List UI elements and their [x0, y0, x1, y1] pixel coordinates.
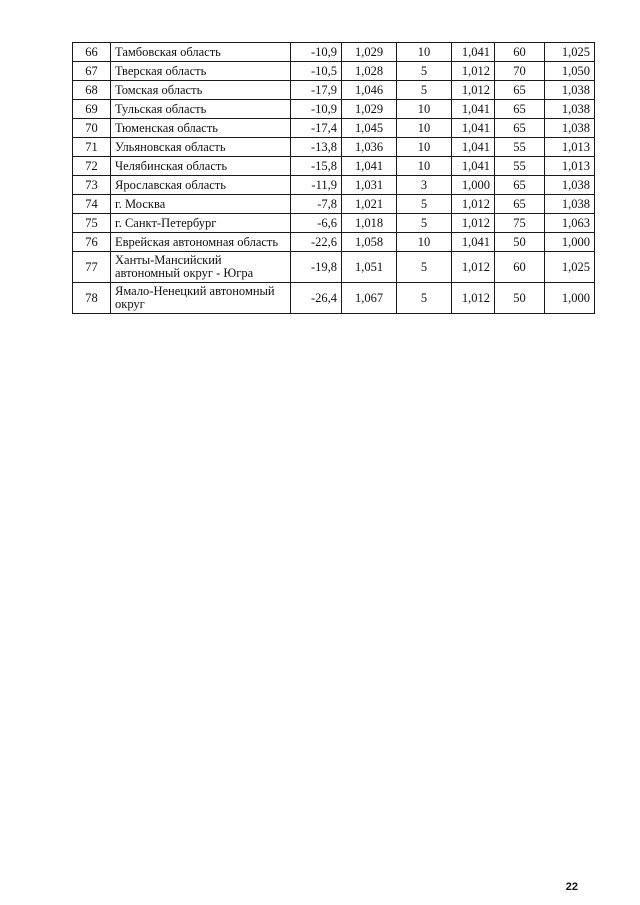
coefficient-1: 1,046 — [342, 81, 397, 100]
page-number: 22 — [565, 881, 578, 893]
coefficient-3: 1,013 — [545, 138, 595, 157]
value-3: 75 — [495, 214, 545, 233]
value-2: 5 — [397, 62, 452, 81]
value-2: 10 — [397, 157, 452, 176]
row-number: 74 — [73, 195, 111, 214]
value-2: 10 — [397, 43, 452, 62]
value-3: 65 — [495, 100, 545, 119]
coefficient-2: 1,000 — [452, 176, 495, 195]
coefficient-3: 1,025 — [545, 43, 595, 62]
coefficient-2: 1,041 — [452, 233, 495, 252]
coefficient-2: 1,012 — [452, 62, 495, 81]
temperature-value: -15,8 — [291, 157, 342, 176]
coefficient-1: 1,041 — [342, 157, 397, 176]
coefficient-3: 1,038 — [545, 176, 595, 195]
row-number: 73 — [73, 176, 111, 195]
coefficient-2: 1,012 — [452, 81, 495, 100]
value-3: 70 — [495, 62, 545, 81]
region-name: Ярославская область — [111, 176, 291, 195]
value-2: 10 — [397, 100, 452, 119]
coefficient-2: 1,041 — [452, 100, 495, 119]
value-2: 3 — [397, 176, 452, 195]
value-3: 60 — [495, 43, 545, 62]
value-3: 55 — [495, 138, 545, 157]
region-name: Еврейская автономная область — [111, 233, 291, 252]
table-row — [73, 176, 595, 195]
row-number: 70 — [73, 119, 111, 138]
coefficient-3: 1,038 — [545, 100, 595, 119]
row-number: 75 — [73, 214, 111, 233]
coefficient-3: 1,038 — [545, 119, 595, 138]
temperature-value: -19,8 — [291, 252, 342, 283]
row-number: 71 — [73, 138, 111, 157]
row-number: 77 — [73, 252, 111, 283]
regions-table — [72, 42, 595, 314]
region-name: Тульская область — [111, 100, 291, 119]
table-row — [73, 195, 595, 214]
coefficient-3: 1,038 — [545, 81, 595, 100]
row-number: 72 — [73, 157, 111, 176]
region-name: Тамбовская область — [111, 43, 291, 62]
row-number: 78 — [73, 283, 111, 314]
row-number: 68 — [73, 81, 111, 100]
row-number: 69 — [73, 100, 111, 119]
value-2: 10 — [397, 233, 452, 252]
temperature-value: -22,6 — [291, 233, 342, 252]
coefficient-1: 1,028 — [342, 62, 397, 81]
value-3: 60 — [495, 252, 545, 283]
coefficient-3: 1,063 — [545, 214, 595, 233]
coefficient-3: 1,025 — [545, 252, 595, 283]
coefficient-2: 1,012 — [452, 252, 495, 283]
coefficient-1: 1,051 — [342, 252, 397, 283]
temperature-value: -10,5 — [291, 62, 342, 81]
coefficient-1: 1,058 — [342, 233, 397, 252]
coefficient-1: 1,029 — [342, 100, 397, 119]
temperature-value: -7,8 — [291, 195, 342, 214]
value-3: 65 — [495, 119, 545, 138]
region-name: Ханты-Мансийский автономный округ - Югра — [111, 252, 291, 283]
value-2: 10 — [397, 119, 452, 138]
value-2: 5 — [397, 81, 452, 100]
coefficient-1: 1,067 — [342, 283, 397, 314]
value-2: 5 — [397, 283, 452, 314]
table-row — [73, 138, 595, 157]
coefficient-1: 1,045 — [342, 119, 397, 138]
coefficient-1: 1,018 — [342, 214, 397, 233]
coefficient-3: 1,000 — [545, 233, 595, 252]
temperature-value: -13,8 — [291, 138, 342, 157]
table-row — [73, 81, 595, 100]
row-number: 76 — [73, 233, 111, 252]
region-name: Тверская область — [111, 62, 291, 81]
coefficient-3: 1,000 — [545, 283, 595, 314]
table-row — [73, 283, 595, 314]
value-3: 65 — [495, 195, 545, 214]
temperature-value: -10,9 — [291, 43, 342, 62]
coefficient-1: 1,021 — [342, 195, 397, 214]
table-row — [73, 43, 595, 62]
coefficient-1: 1,031 — [342, 176, 397, 195]
temperature-value: -26,4 — [291, 283, 342, 314]
coefficient-3: 1,050 — [545, 62, 595, 81]
table-row — [73, 157, 595, 176]
table-row — [73, 233, 595, 252]
coefficient-2: 1,012 — [452, 214, 495, 233]
temperature-value: -17,4 — [291, 119, 342, 138]
temperature-value: -10,9 — [291, 100, 342, 119]
coefficient-1: 1,036 — [342, 138, 397, 157]
value-3: 55 — [495, 157, 545, 176]
region-name: Челябинская область — [111, 157, 291, 176]
value-2: 5 — [397, 252, 452, 283]
temperature-value: -17,9 — [291, 81, 342, 100]
coefficient-2: 1,041 — [452, 138, 495, 157]
row-number: 67 — [73, 62, 111, 81]
value-3: 50 — [495, 283, 545, 314]
table-row — [73, 119, 595, 138]
table-row — [73, 100, 595, 119]
value-2: 10 — [397, 138, 452, 157]
value-3: 50 — [495, 233, 545, 252]
coefficient-2: 1,012 — [452, 283, 495, 314]
region-name: Ямало-Ненецкий автономный округ — [111, 283, 291, 314]
value-3: 65 — [495, 176, 545, 195]
region-name: Тюменская область — [111, 119, 291, 138]
region-name: Томская область — [111, 81, 291, 100]
table-body — [73, 43, 595, 314]
coefficient-2: 1,041 — [452, 157, 495, 176]
coefficient-3: 1,013 — [545, 157, 595, 176]
region-name: Ульяновская область — [111, 138, 291, 157]
value-3: 65 — [495, 81, 545, 100]
coefficient-2: 1,041 — [452, 119, 495, 138]
value-2: 5 — [397, 214, 452, 233]
region-name: г. Москва — [111, 195, 291, 214]
region-name: г. Санкт-Петербург — [111, 214, 291, 233]
value-2: 5 — [397, 195, 452, 214]
temperature-value: -6,6 — [291, 214, 342, 233]
table-row — [73, 214, 595, 233]
table-row — [73, 252, 595, 283]
coefficient-2: 1,041 — [452, 43, 495, 62]
coefficient-3: 1,038 — [545, 195, 595, 214]
table-row — [73, 62, 595, 81]
coefficient-2: 1,012 — [452, 195, 495, 214]
temperature-value: -11,9 — [291, 176, 342, 195]
row-number: 66 — [73, 43, 111, 62]
coefficient-1: 1,029 — [342, 43, 397, 62]
